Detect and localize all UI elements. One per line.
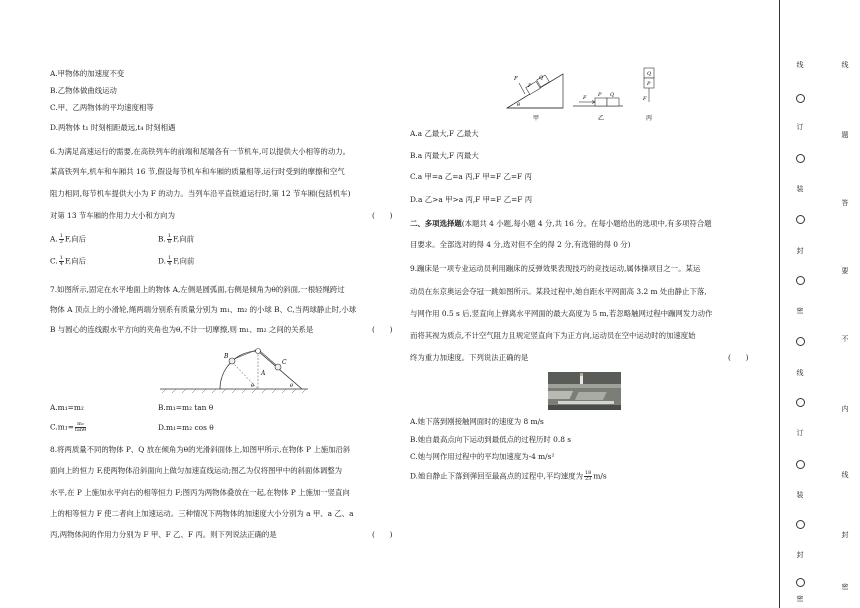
svg-text:θ: θ — [517, 102, 521, 108]
q5-option-a: A.甲物体的加速度不变 — [50, 69, 125, 78]
answer-bracket: ( ) — [372, 211, 393, 220]
q6-option-d: D. $\frac{1}{4}$ F,向前 — [158, 255, 195, 267]
warning-char: 答 — [841, 199, 849, 207]
q8-option-d: D.a 乙>a 甲>a 丙,F 甲=F 乙=F 丙 — [410, 195, 533, 204]
binding-mark: 密 — [796, 307, 804, 315]
rope-right — [260, 351, 276, 365]
section-title: 二、多项选择题 — [410, 219, 462, 228]
svg-text:F: F — [514, 76, 518, 82]
label-yi: 乙 — [598, 115, 605, 122]
ball-c — [275, 364, 281, 370]
binding-mark: 线 — [796, 61, 804, 69]
warning-char: 不 — [841, 335, 849, 343]
q9-option-a: A.她下落到刚接触网面时的速度为 8 m/s — [410, 417, 544, 426]
svg-text:Q: Q — [539, 75, 544, 81]
binding-mark: 装 — [796, 491, 804, 499]
binding-mark: 订 — [796, 123, 804, 131]
q9-option-d: D.她自静止下落到弹回至最高点的过程中,平均速度为 $\frac{18}{23}$ m/s — [410, 470, 607, 482]
svg-text:F: F — [583, 95, 587, 101]
q6-option-b: B. $\frac{1}{8}$ F,向前 — [158, 233, 195, 245]
binding-mark: 封 — [796, 247, 804, 255]
q8-line: 8.将两质量不同的物体 P、Q 放在倾角为θ的光滑斜面体上,如图甲所示,在物体 P 上施加沿斜 — [50, 445, 351, 454]
q8-figures — [505, 66, 705, 122]
label-jia: 甲 — [533, 115, 540, 122]
ball-b — [229, 358, 235, 364]
q8-line: 面向上的恒力 F,使两物体沿斜面向上做匀加速直线运动;图乙为仅将图甲中的斜面体调整为 — [50, 466, 343, 475]
answer-bracket: ( ) — [372, 530, 393, 539]
q7-line: 物体 A 顶点上的小滑轮,绳两端分别系有质量分别为 m₁、m₂ 的小球 B、C,当两球静止时,小球 — [50, 305, 357, 314]
binding-mark: 封 — [796, 551, 804, 559]
binding-margin — [785, 0, 815, 608]
q7-line: 7.如图所示,固定在水平地面上的物体 A,左侧是圆弧面,右侧是倾角为θ的斜面,一根轻绳跨过 — [50, 285, 345, 294]
svg-text:Q: Q — [610, 92, 615, 98]
binding-circle — [785, 398, 815, 407]
trampoline-photo — [548, 372, 621, 410]
figure-jia — [507, 74, 563, 122]
q6-line: 阻力相同,每节机车提供大小为 F 的动力。当列车沿平直铁道运行时,第 12 节车厢(包括机车) — [50, 189, 351, 198]
radius-dashed-line — [232, 362, 258, 389]
q9-line: 动员在东京奥运会夺冠一跳如图所示。某段过程中,她自距水平网面高 3.2 m 处由静止下落, — [410, 287, 707, 296]
q9-line: 而将其视为质点,不计空气阻力且规定竖直向下为正方向,运动员在空中运动时的加速度始 — [410, 331, 696, 340]
q8-option-b: B.a 丙最大,F 丙最大 — [410, 151, 479, 160]
label-bing: 丙 — [646, 115, 653, 122]
svg-text:P: P — [598, 92, 602, 98]
binding-circle — [785, 276, 815, 285]
q8-option-c: C.a 甲=a 乙=a 丙,F 甲=F 乙=F 丙 — [410, 172, 532, 181]
warning-char: 题 — [841, 131, 849, 139]
binding-mark: 线 — [796, 369, 804, 377]
section-header — [410, 220, 712, 227]
q7-option-c: C.m₁= $\frac{\text{m₂}}{\tan\theta}$ — [50, 421, 87, 433]
q9-option-c: C.她与网作用过程中的平均加速度为-4 m/s² — [410, 452, 555, 461]
binding-circle — [785, 154, 815, 163]
svg-text:P: P — [528, 83, 532, 89]
q8-line: 水平,在 P 上施加水平向右的相等恒力 F;图丙为两物体叠放在一起,在物体 P 上施加一竖直向 — [50, 488, 350, 497]
pulley — [256, 349, 261, 354]
binding-circle — [785, 578, 815, 587]
binding-mark: 订 — [796, 429, 804, 437]
q7-option-a: A.m₁=m₂ — [50, 403, 84, 412]
q5-option-c: C.甲、乙两物体的平均速度相等 — [50, 103, 154, 112]
svg-text:Q: Q — [647, 71, 652, 77]
q7-line: B 与圆心的连线跟水平方向的夹角也为θ,不计一切摩擦,则 m₁、m₂ 之间的关系是 — [50, 325, 314, 334]
q8-option-a: A.a 乙最大,F 乙最大 — [410, 129, 479, 138]
label-theta-2: θ — [290, 383, 294, 389]
q8-line: 丙,两物体间的作用力分别为 F 甲、F 乙、F 丙。则下列说法正确的是 — [50, 530, 277, 539]
warning-char: 密 — [841, 583, 849, 591]
answer-bracket: ( ) — [372, 325, 393, 334]
svg-text:F: F — [643, 96, 647, 102]
label-a: A — [261, 370, 266, 377]
binding-circle — [785, 520, 815, 529]
rope-left — [234, 350, 256, 359]
label-b: B — [224, 353, 229, 360]
q9-line: 与网作用 0.5 s 后,竖直向上弹离水平网面的最大高度为 5 m,若忽略触网过程中蹦网发力动作 — [410, 309, 713, 318]
ground-hatch — [162, 389, 306, 393]
figure-yi — [573, 92, 623, 122]
warning-char: 内 — [841, 405, 849, 413]
warning-char: 线 — [841, 61, 849, 69]
binding-circle — [785, 460, 815, 469]
binding-mark: 密 — [796, 595, 804, 603]
q6-line: 对第 13 节车厢的作用力大小和方向为 — [50, 211, 175, 220]
q9-line: 9.蹦床是一项专业运动员利用蹦床的反弹效果表现技巧的竞技运动,属体操项目之一。某运 — [410, 264, 701, 273]
q5-option-b: B.乙物体做曲线运动 — [50, 86, 117, 95]
section-desc: (本题共 4 小题,每小题 4 分,共 16 分。在每小题给出的选项中,有多项符合题 — [461, 219, 712, 228]
q6-option-c: C. $\frac{1}{4}$ F,向后 — [50, 255, 87, 267]
q9-option-b: B.她自最高点向下运动到最低点的过程历时 0.8 s — [410, 435, 572, 444]
label-c: C — [282, 359, 287, 366]
binding-line — [779, 0, 780, 608]
q7-option-d: D.m₁=m₂ cos θ — [158, 423, 214, 432]
q9-line: 终为重力加速度。下列说法正确的是 — [410, 353, 529, 362]
q6-line: 6.为满足高速运行的需要,在高铁列车的前端和尾端各有一节机车,可以提供大小相等的动力。 — [50, 147, 350, 156]
q8-line: 上的相等恒力 F 使二者向上加速运动。三种情况下两物体的加速度大小分别为 a 甲、a 乙、a — [50, 509, 354, 518]
binding-circle — [785, 337, 815, 346]
q5-option-d: D.两物体 t₁ 时刻相距最远,t₄ 时刻相遇 — [50, 123, 176, 132]
answer-bracket: ( ) — [728, 353, 749, 362]
q7-option-b: B.m₁=m₂ tan θ — [158, 403, 214, 412]
warning-char: 要 — [841, 267, 849, 275]
figure-bing — [642, 68, 654, 122]
binding-circle — [785, 215, 815, 224]
binding-mark: 装 — [796, 185, 804, 193]
binding-warning-text — [835, 0, 855, 608]
svg-text:P: P — [647, 81, 651, 87]
warning-char: 线 — [841, 471, 849, 479]
q6-option-a: A. $\frac{1}{2}$ F,向后 — [50, 233, 86, 245]
binding-circle — [785, 94, 815, 103]
label-theta-1: θ — [251, 383, 255, 389]
q6-line: 某高铁列车,机车和车厢共 16 节,假设每节机车和车厢的质量相等,运行时受到的摩擦和空气 — [50, 167, 345, 176]
q7-figure — [160, 345, 310, 395]
warning-char: 封 — [841, 531, 849, 539]
section-desc-2: 目要求。全部选对的得 4 分,选对但不全的得 2 分,有选错的得 0 分) — [410, 240, 631, 249]
